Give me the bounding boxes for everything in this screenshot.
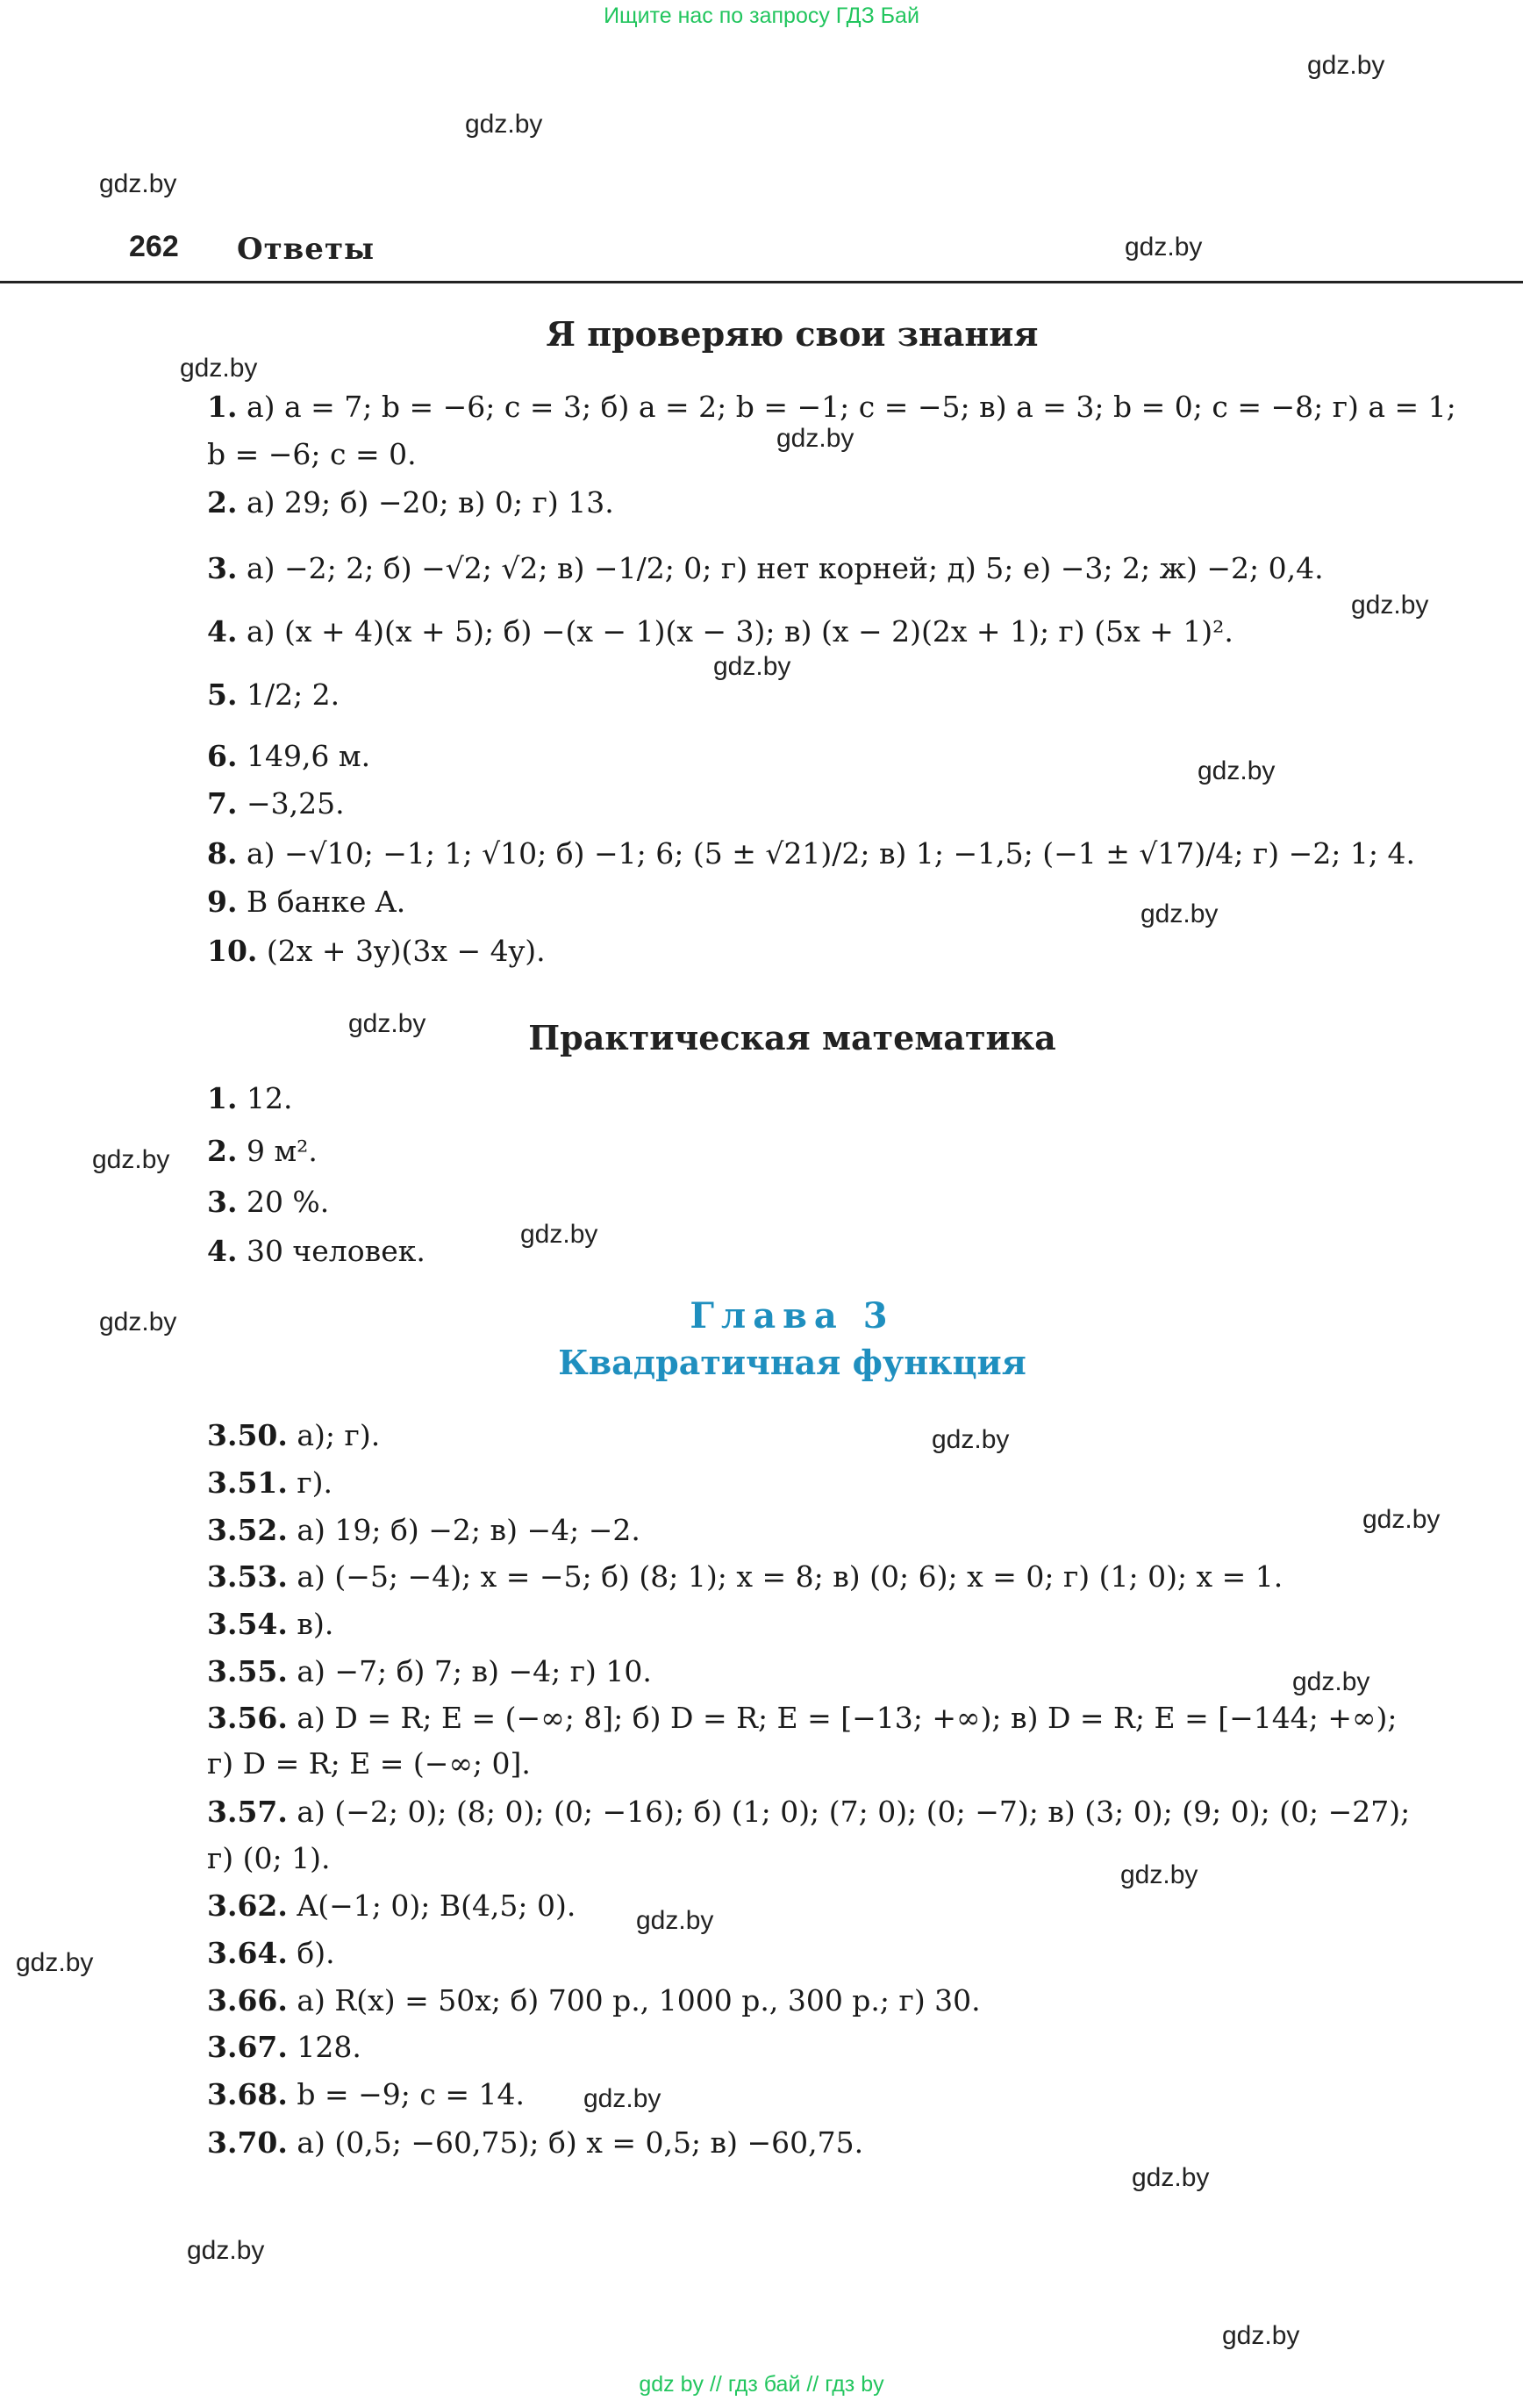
watermark: gdz.by (1125, 233, 1203, 262)
answer-line: 8. а) −√10; −1; 1; √10; б) −1; 6; (5 ± √21)/2; в) 1; −1,5; (−1 ± √17)/4; г) −2; 1; 4. (207, 836, 1416, 871)
watermark: gdz.by (583, 2084, 661, 2113)
answer-line: 3.68. b = −9; c = 14. (207, 2077, 525, 2111)
answer-line: 4. а) (x + 4)(x + 5); б) −(x − 1)(x − 3); в) (x − 2)(2x + 1); г) (5x + 1)². (207, 614, 1233, 649)
answer-line: 9. В банке A. (207, 885, 406, 919)
section-title-check: Я проверяю свои знания (546, 314, 1039, 354)
answer-line: 5. 1/2; 2. (207, 677, 340, 712)
answer-line: 3.51. г). (207, 1466, 333, 1500)
page-number: 262 (129, 230, 179, 263)
answer-line: 10. (2x + 3y)(3x − 4y). (207, 934, 546, 968)
watermark: gdz.by (1362, 1505, 1441, 1534)
answer-line: 3.55. а) −7; б) 7; в) −4; г) 10. (207, 1654, 652, 1688)
watermark: gdz.by (16, 1948, 94, 1977)
answer-line: 3.52. а) 19; б) −2; в) −4; −2. (207, 1513, 640, 1547)
watermark: gdz.by (932, 1425, 1010, 1454)
answer-line: г) D = R; E = (−∞; 0]. (207, 1746, 531, 1781)
answer-line: 3.56. а) D = R; E = (−∞; 8]; б) D = R; E = [−13; +∞); в) D = R; E = [−144; +∞); (207, 1701, 1398, 1735)
watermark: gdz.by (99, 169, 177, 198)
watermark: gdz.by (520, 1220, 598, 1249)
answer-line: 3.66. а) R(x) = 50x; б) 700 р., 1000 р., 300 р.; г) 30. (207, 1983, 981, 2017)
watermark: gdz.by (465, 110, 543, 139)
watermark: gdz.by (92, 1145, 170, 1174)
section-title-practical: Практическая математика (528, 1018, 1056, 1057)
answer-line: 3. 20 %. (207, 1185, 330, 1219)
watermark: gdz.by (1307, 51, 1385, 80)
watermark: gdz.by (1351, 591, 1429, 620)
bottom-banner: gdz by // гдз бай // гдз by (639, 2372, 884, 2397)
watermark: gdz.by (187, 2236, 265, 2265)
answer-line: 3.67. 128. (207, 2030, 361, 2064)
watermark: gdz.by (1120, 1860, 1198, 1889)
chapter-title: Глава 3 (690, 1295, 895, 1337)
top-banner: Ищите нас по запросу ГДЗ Бай (604, 4, 919, 28)
answer-line: 1. 12. (207, 1081, 293, 1115)
watermark: gdz.by (776, 424, 854, 453)
answer-line: b = −6; c = 0. (207, 437, 417, 471)
watermark: gdz.by (1140, 899, 1219, 928)
answer-line: 3.70. а) (0,5; −60,75); б) x = 0,5; в) −60,75. (207, 2125, 864, 2160)
answer-line: 2. а) 29; б) −20; в) 0; г) 13. (207, 485, 614, 520)
answer-line: 3.62. A(−1; 0); B(4,5; 0). (207, 1888, 576, 1923)
answer-line: 2. 9 м². (207, 1134, 318, 1168)
watermark: gdz.by (636, 1906, 714, 1935)
answer-line: 3.50. а); г). (207, 1418, 381, 1452)
watermark: gdz.by (180, 354, 258, 383)
watermark: gdz.by (1222, 2321, 1300, 2350)
answer-line: 6. 149,6 м. (207, 739, 371, 773)
answer-line: 3. а) −2; 2; б) −√2; √2; в) −1/2; 0; г) нет корней; д) 5; е) −3; 2; ж) −2; 0,4. (207, 551, 1324, 585)
chapter-subtitle: Квадратичная функция (558, 1343, 1026, 1382)
answer-line: 3.54. в). (207, 1607, 334, 1641)
watermark: gdz.by (1292, 1667, 1370, 1696)
watermark: gdz.by (348, 1009, 426, 1038)
answer-line: 3.57. а) (−2; 0); (8; 0); (0; −16); б) (1; 0); (7; 0); (0; −7); в) (3; 0); (9; 0); (0; −27); (207, 1795, 1411, 1829)
answer-line: г) (0; 1). (207, 1841, 331, 1875)
answer-line: 3.53. а) (−5; −4); x = −5; б) (8; 1); x = 8; в) (0; 6); x = 0; г) (1; 0); x = 1. (207, 1559, 1283, 1594)
header-rule (0, 281, 1523, 283)
answer-line: 1. а) a = 7; b = −6; c = 3; б) a = 2; b = −1; c = −5; в) a = 3; b = 0; c = −8; г) a = 1; (207, 390, 1456, 424)
watermark: gdz.by (713, 652, 791, 681)
watermark: gdz.by (99, 1308, 177, 1337)
answer-line: 7. −3,25. (207, 786, 345, 821)
watermark: gdz.by (1198, 756, 1276, 785)
answer-line: 4. 30 человек. (207, 1234, 425, 1268)
watermark: gdz.by (1132, 2163, 1210, 2192)
running-head: Ответы (237, 232, 375, 267)
answer-line: 3.64. б). (207, 1936, 335, 1970)
